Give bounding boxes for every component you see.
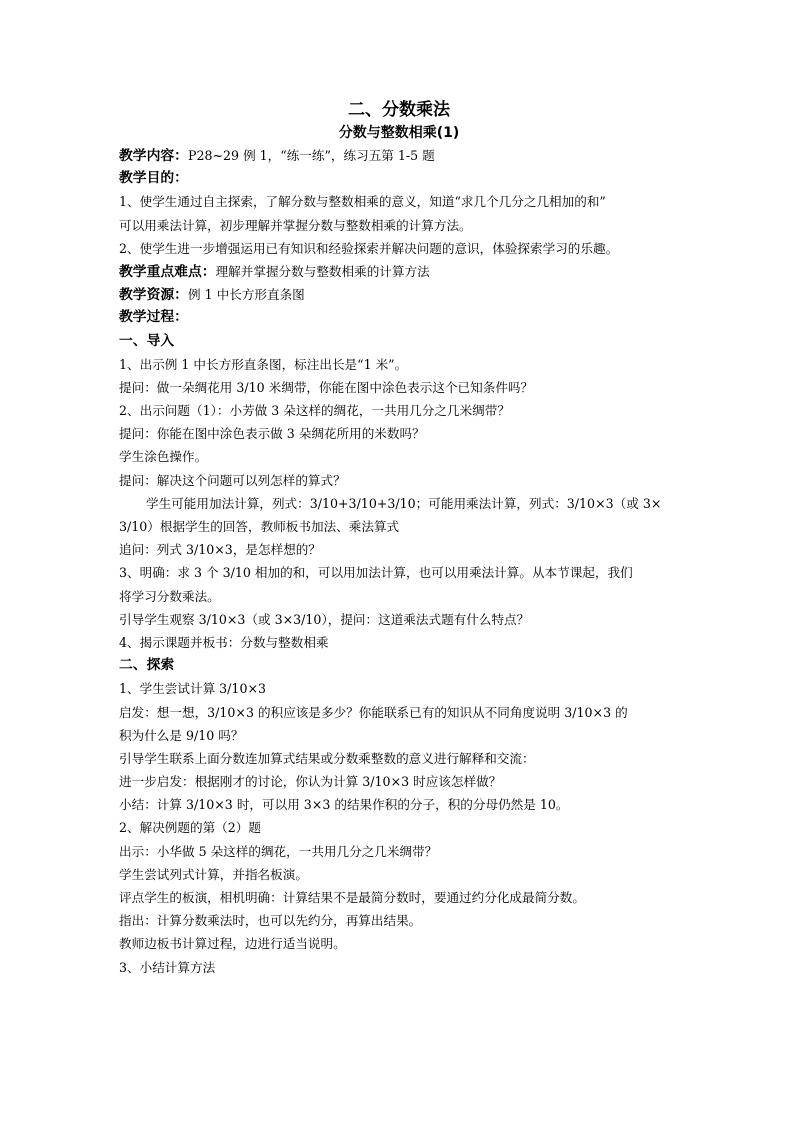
line-label: 教学重点难点：: [119, 263, 216, 280]
paragraph-line: 启发：想一想，3/10×3 的积应该是多少？你能联系已有的知识从不同角度说明 3/10×3 的: [119, 704, 628, 720]
line-text: 例 1 中长方形直条图: [187, 287, 305, 303]
section-heading: 教学过程：: [119, 309, 188, 326]
page-subtitle: 分数与整数相乘(1): [338, 125, 460, 141]
paragraph-line: 1、出示例 1 中长方形直条图，标注出长是“1 米”。: [119, 356, 408, 372]
section-heading: 二、探索: [119, 657, 175, 674]
line-label: 教学内容：: [119, 148, 188, 164]
paragraph-line: 追问：列式 3/10×3，是怎样想的？: [119, 542, 321, 558]
paragraph-line: 2、解决例题的第（2）题: [119, 820, 261, 836]
paragraph-line: 指出：计算分数乘法时，也可以先约分，再算出结果。: [119, 913, 422, 929]
paragraph-line: 小结：计算 3/10×3 时，可以用 3×3 的结果作积的分子，积的分母仍然是 10。: [119, 797, 569, 813]
paragraph-line: 2、使学生进一步增强运用已有知识和经验探索并解决问题的意识，体验探索学习的乐趣。: [119, 240, 619, 256]
paragraph-line: 2、出示问题（1）：小芳做 3 朵这样的绸花，一共用几分之几米绸带？: [119, 403, 510, 419]
section-heading: 教学目的：: [119, 170, 188, 187]
paragraph-line: 教师边板书计算过程，边进行适当说明。: [119, 936, 346, 952]
paragraph-line: 提问：做一朵绸花用 3/10 米绸带，你能在图中涂色表示这个已知条件吗？: [119, 379, 534, 395]
paragraph-line: 提问：解决这个问题可以列怎样的算式？: [119, 472, 346, 488]
document-body: [119, 144, 679, 979]
page-title: 二、分数乘法: [348, 100, 450, 120]
paragraph-line: 将学习分数乘法。: [119, 588, 220, 604]
paragraph-line: 评点学生的板演，相机明确：计算结果不是最简分数时，要通过约分化成最简分数。: [119, 890, 585, 905]
document-page: [119, 98, 679, 979]
paragraph-line: 进一步启发：根据刚才的讨论，你认为计算 3/10×3 时应该怎样做？: [119, 774, 502, 790]
paragraph-line: 学生涂色操作。: [119, 449, 208, 465]
paragraph-line: 1、学生尝试计算 3/10×3: [119, 681, 267, 697]
paragraph-line: 学生可能用加法计算，列式：3/10+3/10+3/10；可能用乘法计算，列式：3/10×3（或 3×: [146, 495, 662, 511]
paragraph-line: 3/10）根据学生的回答，教师板书加法、乘法算式: [119, 519, 400, 534]
paragraph-line: 出示：小华做 5 朵这样的绸花，一共用几分之几米绸带？: [119, 843, 438, 859]
section-heading: 一、导入: [119, 332, 175, 349]
line-label: 教学资源：: [119, 287, 188, 304]
paragraph-line: 引导学生联系上面分数连加算式结果或分数乘整数的意义进行解释和交流：: [119, 750, 535, 766]
line-text: P28~29 例 1，“练一练”，练习五第 1-5 题: [187, 148, 435, 163]
labeled-line: [119, 144, 679, 167]
paragraph-line: 引导学生观察 3/10×3（或 3×3/10），提问：这道乘法式题有什么特点？: [119, 611, 530, 627]
paragraph-line: 3、小结计算方法: [119, 959, 216, 975]
labeled-line: [119, 260, 679, 283]
labeled-line: [119, 283, 679, 306]
paragraph-line: 学生尝试列式计算，并指名板演。: [119, 866, 308, 882]
paragraph-line: 3、明确：求 3 个 3/10 相加的和，可以用加法计算，也可以用乘法计算。从本节课起，我们: [119, 565, 633, 581]
paragraph-line: 提问：你能在图中涂色表示做 3 朵绸花所用的米数吗？: [119, 426, 425, 442]
line-text: 理解并掌握分数与整数相乘的计算方法: [215, 263, 430, 279]
paragraph-line: 4、揭示课题并板书：分数与整数相乘: [119, 634, 329, 650]
paragraph-line: 可以用乘法计算，初步理解并掌握分数与整数相乘的计算方法。: [119, 217, 472, 233]
paragraph-line: 积为什么是 9/10 吗？: [119, 727, 244, 743]
paragraph-line: 1、使学生通过自主探索，了解分数与整数相乘的意义，知道“求几个几分之几相加的和”: [119, 194, 606, 210]
